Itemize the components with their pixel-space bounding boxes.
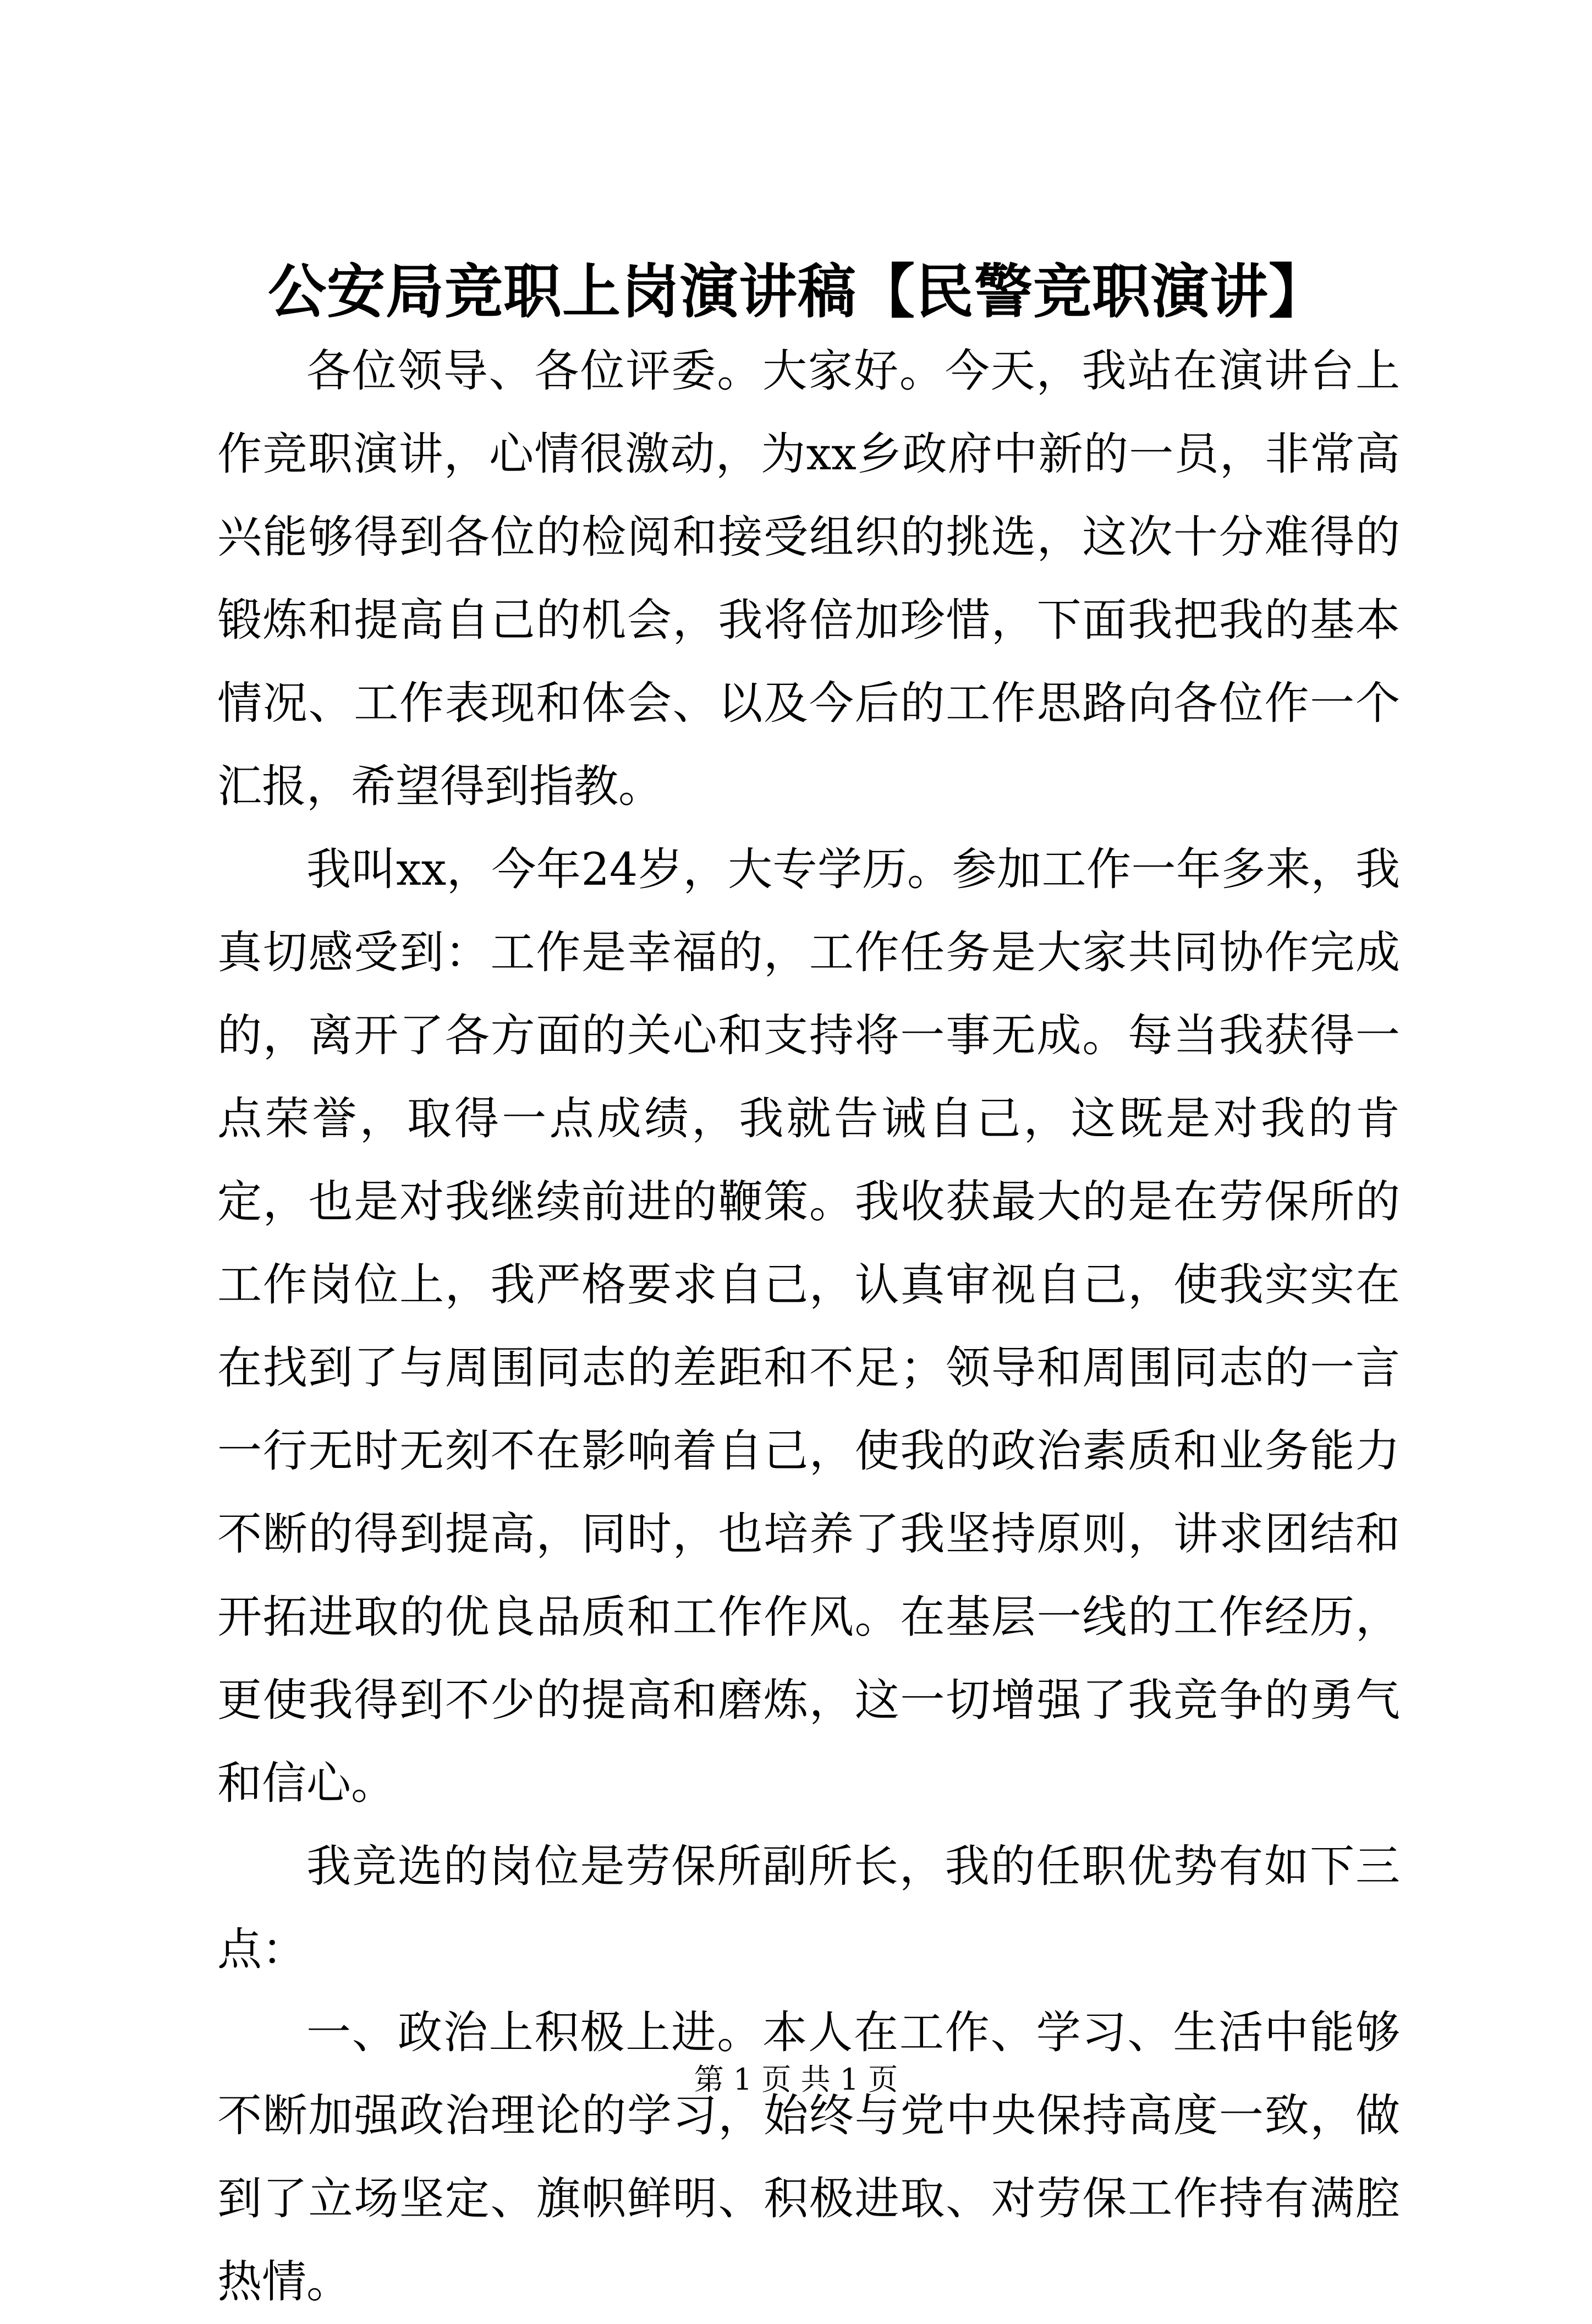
document-body xyxy=(217,330,1400,2324)
paragraph-self-introduction: 我叫xx，今年24岁，大专学历。参加工作一年多来，我真切感受到：工作是幸福的，工作任务是大家共同协作完成的，离开了各方面的关心和支持将一事无成。每当我获得一点荣誉，取得一点成绩，我就告诫自己，这既是对我的肯定，也是对我继续前进的鞭策。我收获最大的是在劳保所的工作岗位上，我严格要求自己，认真审视自己，使我实实在在找到了与周围同志的差距和不足；领导和周围同志的一言一行无时无刻不在影响着自己，使我的政治素质和业务能力不断的得到提高，同时，也培养了我坚持原则，讲求团结和开拓进取的优良品质和工作作风。在基层一线的工作经历，更使我得到不少的提高和磨炼，这一切增强了我竞争的勇气和信心。 xyxy=(217,844,1400,1810)
paragraph-greeting: 各位领导、各位评委。大家好。今天，我站在演讲台上作竞职演讲，心情很激动，为xx乡政府中新的一员，非常高兴能够得到各位的检阅和接受组织的挑选，这次十分难得的锻炼和提高自己的机会，我将倍加珍惜，下面我把我的基本情况、工作表现和体会、以及今后的工作思路向各位作一个汇报，希望得到指教。 xyxy=(217,346,1400,813)
page-number-footer: 第 1 页 共 1 页 xyxy=(694,2062,898,2097)
paragraph-position-advantages: 我竞选的岗位是劳保所副所长，我的任职优势有如下三点： xyxy=(217,1841,1400,1976)
document-title: 公安局竞职上岗演讲稿【民警竞职演讲】 xyxy=(268,257,1327,326)
paragraph-point-one: 一、政治上积极上进。本人在工作、学习、生活中能够不断加强政治理论的学习，始终与党中央保持高度一致，做到了立场坚定、旗帜鲜明、积极进取、对劳保工作持有满腔热情。 xyxy=(217,2007,1400,2308)
